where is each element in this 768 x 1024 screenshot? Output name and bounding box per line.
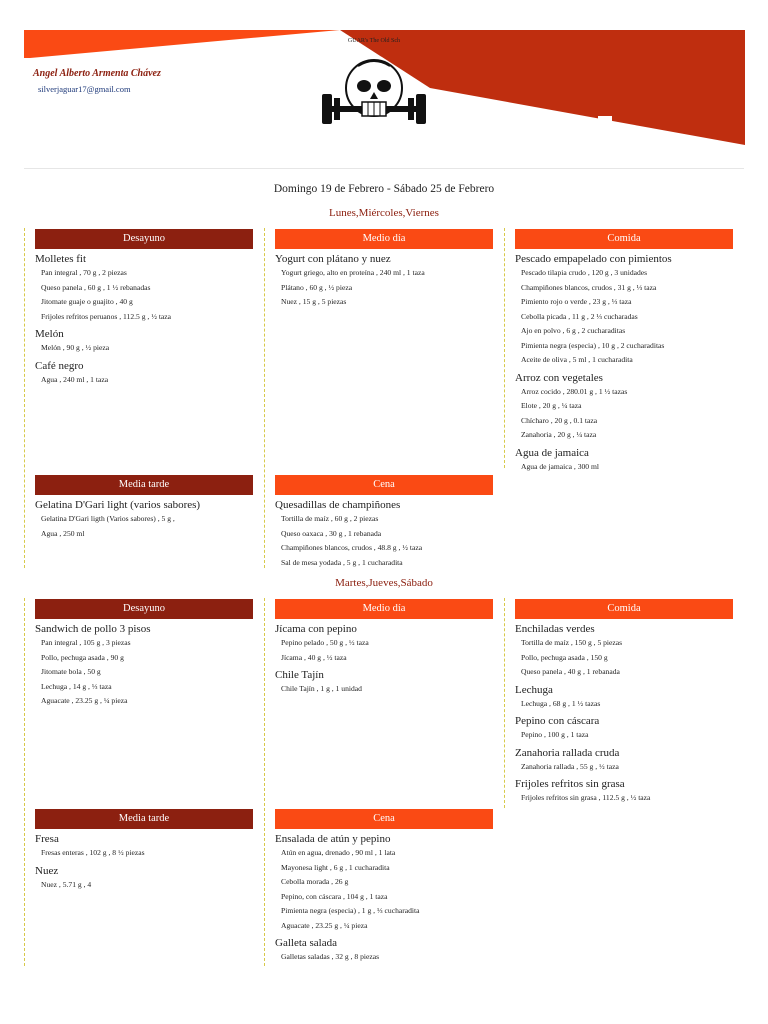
meal-card-desayuno: [35, 229, 253, 387]
ingredient-item: Queso panela , 40 g , 1 rebanada: [521, 667, 620, 676]
ingredient-item: Sal de mesa yodada , 5 g , 1 cucharadita: [281, 557, 403, 567]
header-banner: [0, 0, 768, 170]
ingredient-item: Arroz cocido , 280.01 g , 1 ½ tazas: [521, 386, 628, 396]
ingredient-item: Pimienta negra (especia) , 10 g , 2 cucharaditas: [521, 340, 665, 350]
ingredient-item: Nuez , 15 g , 5 piezas: [281, 297, 347, 306]
ingredient-item: Ajo en polvo , 6 g , 2 cucharaditas: [521, 326, 626, 335]
ingredient-item: Pollo, pechuga asada , 150 g: [521, 652, 608, 662]
divider-line: [24, 228, 25, 568]
meal-title: Medio día: [275, 229, 493, 249]
dish-name: Chile Tajín: [275, 669, 324, 681]
logo: [318, 32, 430, 138]
ingredient-item: Frijoles refritos sin grasa , 112.5 g , ½ taza: [521, 793, 651, 802]
ingredient-item: Agua , 240 ml , 1 taza: [41, 374, 109, 384]
dish-name: Nuez: [35, 864, 59, 877]
meal-title: Medio día: [275, 599, 493, 619]
ingredient-item: Nuez , 5.71 g , 4: [41, 879, 92, 889]
meal-title: Cena: [275, 809, 493, 829]
meal-card-cena: [275, 809, 493, 965]
ingredient-item: Jitomate guaje o guajito , 40 g: [41, 297, 133, 306]
dish-name: Galleta salada: [275, 937, 337, 949]
ingredient-item: Zanahoria rallada , 55 g , ½ taza: [521, 761, 619, 771]
ingredient-item: Chile Tajín , 1 g , 1 unidad: [281, 684, 362, 693]
dish-name: Yogurt con plátano y nuez: [275, 253, 391, 265]
meal-title: Media tarde: [35, 809, 253, 829]
ingredient-item: Agua de jamaica , 300 ml: [521, 461, 600, 471]
meal-card-comida: [515, 229, 733, 474]
ingredient-item: Atún en agua, drenado , 90 ml , 1 lata: [281, 848, 396, 857]
meal-title: Comida: [515, 599, 733, 619]
banner-orange-band: [24, 30, 340, 58]
ingredient-item: Yogurt griego, alto en proteína , 240 ml , 1 taza: [281, 268, 425, 277]
dish-name: Arroz con vegetales: [515, 371, 603, 384]
date-range: Domingo 19 de Febrero - Sábado 25 de Febrero: [273, 183, 495, 195]
author-email[interactable]: silverjaguar17@gmail.com: [38, 84, 131, 94]
divider-line: [264, 228, 265, 568]
ingredient-item: Pan integral , 70 g , 2 piezas: [41, 268, 127, 277]
meal-card-cena: [275, 475, 493, 570]
skull-barbell-icon: [318, 32, 430, 138]
meal-card-media-tarde: [35, 809, 253, 892]
ingredient-item: Queso oaxaca , 30 g , 1 rebanada: [281, 528, 382, 538]
dish-name: Enchiladas verdes: [515, 623, 595, 635]
ingredient-item: Zanahoria , 20 g , ¼ taza: [521, 430, 597, 439]
meal-card-medio-dia: [275, 229, 493, 310]
ingredient-item: Chícharo , 20 g , 0.1 taza: [521, 415, 598, 425]
ingredient-item: Champiñones blancos, crudos , 48.8 g , ½ taza: [281, 543, 423, 552]
days-label: Martes,Jueves,Sábado: [335, 577, 433, 589]
author-name: Angel Alberto Armenta Chávez: [33, 68, 161, 79]
divider-line: [504, 228, 505, 468]
dish-name: Agua de jamaica: [515, 446, 589, 459]
ingredient-item: Lechuga , 14 g , ⅓ taza: [41, 681, 112, 691]
ingredient-item: Frijoles refritos peruanos , 112.5 g , ½ taza: [41, 311, 172, 321]
ingredient-item: Pimiento rojo o verde , 23 g , ⅓ taza: [521, 297, 632, 306]
ingredient-item: Pepino pelado , 50 g , ½ taza: [281, 638, 369, 647]
dish-name: Frijoles refritos sin grasa: [515, 778, 625, 790]
dish-name: Jícama con pepino: [275, 623, 357, 635]
ingredient-item: Elote , 20 g , ¼ taza: [521, 401, 582, 410]
ingredient-item: Melón , 90 g , ½ pieza: [41, 343, 110, 352]
ingredient-item: Agua , 250 ml: [41, 528, 85, 538]
ingredient-item: Pescado tilapia crudo , 120 g , 3 unidades: [521, 268, 648, 277]
ingredient-item: Cebolla picada , 11 g , 2 ⅓ cucharadas: [521, 311, 638, 321]
dish-name: Zanahoria rallada cruda: [515, 746, 620, 759]
dish-name: Lechuga: [515, 683, 553, 696]
meal-title: Comida: [515, 229, 733, 249]
ingredient-item: Jícama , 40 g , ½ taza: [281, 652, 347, 662]
ingredient-item: Queso panela , 60 g , 1 ½ rebanadas: [41, 282, 151, 292]
dish-name: Molletes fit: [35, 253, 87, 265]
banner-white-mark: [598, 116, 612, 122]
dish-name: Sandwich de pollo 3 pisos: [35, 623, 151, 635]
ingredient-item: Jitomate bola , 50 g: [41, 667, 101, 676]
meal-title: Media tarde: [35, 475, 253, 495]
ingredient-item: Pan integral , 105 g , 3 piezas: [41, 638, 131, 647]
dish-name: Café negro: [35, 359, 84, 372]
dish-name: Pepino con cáscara: [515, 715, 600, 727]
meal-card-medio-dia: [275, 599, 493, 697]
meal-title: Desayuno: [35, 599, 253, 619]
dish-name: Pescado empapelado con pimientos: [515, 253, 672, 265]
logo-text: GUAR's The Old Sch: [347, 38, 401, 44]
ingredient-item: Plátano , 60 g , ½ pieza: [281, 282, 353, 292]
ingredient-item: Gelatina D'Gari ligth (Varios sabores) , 5 g ,: [41, 514, 175, 523]
dish-name: Melón: [35, 328, 64, 340]
ingredient-item: Pollo, pechuga asada , 90 g: [41, 652, 124, 662]
ingredient-item: Tortilla de maíz , 150 g , 5 piezas: [521, 638, 623, 647]
ingredient-item: Pimienta negra (especia) , 1 g , ⅓ cucharadita: [281, 906, 420, 915]
ingredient-item: Mayonesa light , 6 g , 1 cucharadita: [281, 862, 390, 872]
meal-title: Desayuno: [35, 229, 253, 249]
ingredient-item: Galletas saladas , 32 g , 8 piezas: [281, 952, 380, 961]
dish-name: Gelatina D'Gari light (varios sabores): [35, 499, 201, 511]
meal-title: Cena: [275, 475, 493, 495]
ingredient-item: Pepino, con cáscara , 104 g , 1 taza: [281, 891, 388, 901]
divider-line: [264, 598, 265, 966]
days-label: Lunes,Miércoles,Viernes: [329, 207, 439, 219]
ingredient-item: Aguacate , 23.25 g , ¼ pieza: [281, 920, 368, 930]
header-divider: [24, 168, 744, 169]
ingredient-item: Fresas enteras , 102 g , 8 ½ piezas: [41, 848, 145, 857]
dish-name: Quesadillas de champiñones: [275, 499, 401, 511]
dish-name: Ensalada de atún y pepino: [275, 833, 391, 845]
meal-card-desayuno: [35, 599, 253, 709]
ingredient-item: Cebolla morada , 26 g: [281, 877, 349, 886]
ingredient-item: Lechuga , 68 g , 1 ½ tazas: [521, 698, 601, 708]
ingredient-item: Aguacate , 23.25 g , ¼ pieza: [41, 696, 128, 705]
divider-line: [24, 598, 25, 966]
meal-card-comida: [515, 599, 733, 806]
ingredient-item: Aceite de oliva , 5 ml , 1 cucharadita: [521, 355, 633, 364]
ingredient-item: Tortilla de maíz , 60 g , 2 piezas: [281, 514, 379, 523]
ingredient-item: Pepino , 100 g , 1 taza: [521, 730, 589, 739]
meal-card-media-tarde: [35, 475, 253, 541]
dish-name: Fresa: [35, 833, 59, 845]
divider-line: [504, 598, 505, 808]
ingredient-item: Champiñones blancos, crudos , 31 g , ⅓ taza: [521, 282, 657, 292]
